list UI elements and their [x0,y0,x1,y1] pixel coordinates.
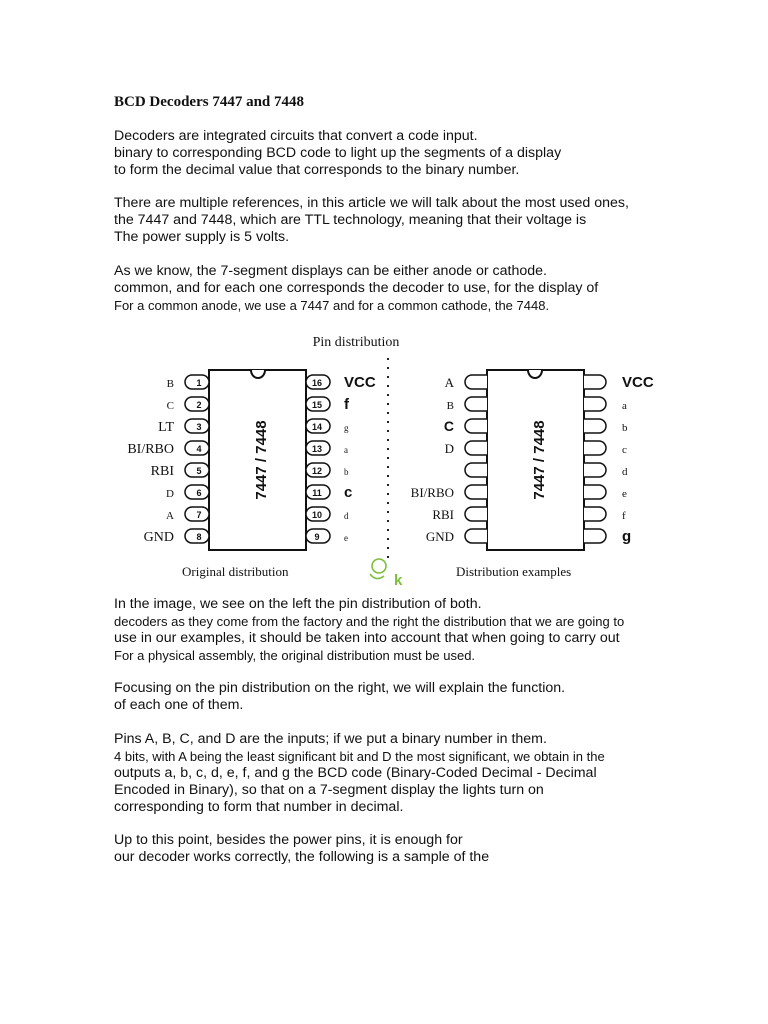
pin-left [465,507,487,521]
text-line: Decoders are integrated circuits that convert a code input. [114,128,478,144]
pin-left [465,397,487,411]
text-line: For a common anode, we use a 7447 and for a common cathode, the 7448. [114,298,550,313]
left-caption: Original distribution [182,564,289,579]
pin-right [584,419,606,433]
text-line: use in our examples, it should be taken into account that when going to carry out [114,630,620,646]
right-chip-examples [411,370,654,550]
text-line: corresponding to form that number in decimal. [114,799,404,815]
pin-number: 9 [314,532,320,542]
pin-label: RBI [432,507,454,522]
text-line: Encoded in Binary), so that on a 7-segment display the lights turn on [114,782,544,798]
pin-left [465,441,487,455]
pin-label: C [443,418,454,434]
pin-label: c [344,484,353,501]
pin-number: 4 [196,444,202,454]
pin-left [465,419,487,433]
paragraph-power-pins [114,832,674,866]
text-line: For a physical assembly, the original distribution must be used. [114,648,476,663]
pin-number: 2 [196,400,202,410]
pin-number: 7 [196,510,202,520]
text-line: of each one of them. [114,697,244,713]
text-line: The power supply is 5 volts. [114,229,290,245]
text-line: decoders as they come from the factory and the right the distribution that we are going to [114,614,625,629]
text-line: to form the decimal value that corresponds to the binary number. [114,162,520,178]
pin-left [465,463,487,477]
pin-left [465,485,487,499]
pin-label: c [622,444,627,456]
pin-right [584,441,606,455]
paragraph-references [114,195,674,246]
logo-icon [370,559,403,589]
pin-right [584,397,606,411]
text-line: Up to this point, besides the power pins, it is enough for [114,832,463,848]
pin-left [465,375,487,389]
pin-number: 3 [196,422,202,432]
pin-label: C [166,400,174,412]
text-line: In the image, we see on the left the pin distribution of both. [114,596,482,612]
pin-number: 10 [311,510,323,520]
pin-label: f [344,396,349,413]
pin-number: 8 [196,532,202,542]
pin-right [584,463,606,477]
pin-label: g [622,528,632,545]
pin-label: d [344,511,349,521]
text-line: There are multiple references, in this article we will talk about the most used ones, [114,195,629,211]
right-caption: Distribution examples [456,564,572,579]
text-line: 4 bits, with A being the least significant bit and D the most significant, we obtain in the [114,749,605,764]
pin-number: 14 [311,422,323,432]
pin-label: B [446,400,454,412]
pin-label: b [344,467,349,477]
pin-number: 13 [311,444,323,454]
pin-label: e [622,488,627,500]
pin-number: 12 [311,466,323,476]
chip-notch [251,370,265,378]
pin-label: a [622,400,627,412]
chip-label: 7447 / 7448 [253,420,270,500]
text-line: outputs a, b, c, d, e, f, and g the BCD code (Binary-Coded Decimal - Decimal [114,765,597,781]
pin-label: a [344,445,348,455]
pin-label: VCC [622,374,654,391]
pin-number: 15 [311,400,323,410]
paragraph-focus [114,680,674,714]
pin-right [584,485,606,499]
pin-right [584,529,606,543]
pin-label: A [444,375,454,390]
pin-left [465,529,487,543]
pin-label: GND [425,529,454,544]
text-line: Pins A, B, C, and D are the inputs; if we put a binary number in them. [114,731,547,747]
pin-label: e [344,533,348,543]
pin-distribution-figure [114,322,662,594]
text-line: common, and for each one corresponds the decoder to use, for the display of [114,280,599,296]
document-title: BCD Decoders 7447 and 7448 [114,94,304,110]
pin-label: A [166,510,174,522]
text-line: our decoder works correctly, the following is a sample of the [114,849,490,865]
paragraph-intro [114,128,674,179]
paragraph-image-explanation [114,596,674,664]
chip-label: 7447 / 7448 [531,420,548,500]
figure-title: Pin distribution [312,335,400,350]
pin-label: B [166,378,174,390]
chip-notch [528,370,542,378]
pin-number: 1 [196,378,202,388]
text-line: binary to corresponding BCD code to light up the segments of a display [114,145,562,161]
text-line: the 7447 and 7448, which are TTL technology, meaning that their voltage is [114,212,587,228]
pin-label: BI/RBO [410,485,454,500]
pin-number: 16 [311,378,323,388]
text-line: Focusing on the pin distribution on the right, we will explain the function. [114,680,566,696]
paragraph-displays [114,263,674,314]
pin-number: 6 [196,488,202,498]
pin-label: g [344,423,349,433]
text-line: As we know, the 7-segment displays can be either anode or cathode. [114,263,547,279]
pin-label: GND [143,530,174,545]
pin-diagram [114,322,662,594]
pin-number: 11 [312,488,322,498]
pin-label: f [622,510,626,522]
pin-label: LT [158,420,174,435]
pin-right [584,507,606,521]
pin-label: VCC [344,374,376,391]
paragraph-inputs [114,731,674,816]
pin-label: BI/RBO [127,442,174,457]
pin-right [584,375,606,389]
pin-label: RBI [150,464,174,479]
pin-label: d [622,466,628,478]
pin-label: b [622,422,628,434]
svg-text:k: k [394,572,403,589]
left-chip-original [127,370,376,550]
pin-label: D [444,441,454,456]
pin-number: 5 [196,466,202,476]
pin-label: D [166,488,174,500]
